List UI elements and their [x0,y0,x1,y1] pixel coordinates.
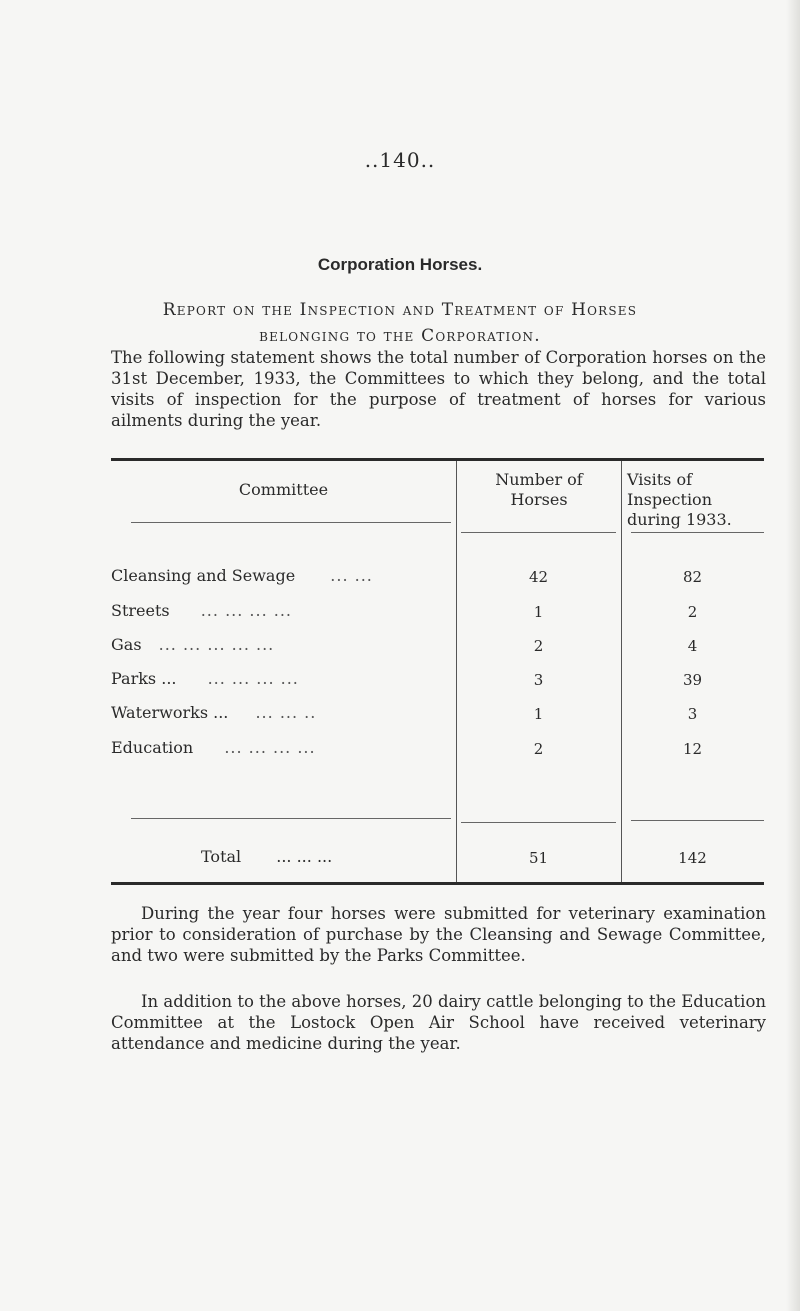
header-rule-2 [461,532,616,533]
row-leader-dots: ... ... ... ... [200,601,293,620]
total-rule-3 [631,820,764,821]
total-horses: 51 [528,849,549,867]
report-subtitle-line-2: belonging to the Corporation. [259,326,541,346]
header-rule-1 [131,522,451,523]
row-committee-name: Education [111,738,194,757]
report-subtitle [80,297,720,349]
row-visits: 2 [687,603,698,621]
row-leader-dots: ... ... .. [255,703,317,722]
row-committee-name: Parks ... [111,669,177,688]
row-committee-name: Streets [111,601,170,620]
row-horses: 1 [533,705,544,723]
intro-paragraph: The following statement shows the total number of Corporation horses on the 31st December, 1933, the Committees to which they belong, and the total visits of inspection for the purpose of treatment of horses for various ailments during the year. [111,348,766,430]
table-top-rule [111,458,764,461]
row-committee [111,566,456,585]
header-visits: Visits of Inspection during 1933. [627,470,732,529]
row-horses: 42 [528,568,549,586]
total-leader-dots: ... ... ... [276,847,333,866]
row-committee [111,703,456,722]
total-visits: 142 [678,849,707,867]
row-leader-dots: ... ... ... ... [224,738,316,757]
total-label: Total [201,847,242,866]
report-subtitle-line-1: Report on the Inspection and Treatment of Horses [162,300,638,320]
total-row-label [111,847,456,866]
row-committee-name: Gas [111,635,142,654]
header-horses: Number of Horses [495,470,583,509]
page-edge-shadow [786,0,800,1311]
header-committee: Committee [238,480,329,499]
row-leader-dots: ... ... [330,566,373,585]
row-visits: 82 [682,568,703,586]
total-rule-2 [461,822,616,823]
purchase-paragraph: During the year four horses were submitted for veterinary examination prior to consideration of purchase by the Cleansing and Sewage Committee, and two were submitted by the Parks Committee. [111,904,766,965]
row-leader-dots: ... ... ... ... [207,669,299,688]
row-horses: 2 [533,637,544,655]
header-rule-3 [631,532,764,533]
row-horses: 2 [533,740,544,758]
row-committee [111,738,456,757]
row-committee [111,669,456,688]
row-committee [111,635,456,654]
row-committee [111,601,456,620]
row-visits: 39 [682,671,703,689]
page-number: ..140.. [364,148,436,172]
page-title: Corporation Horses. [317,255,483,274]
cattle-paragraph: In addition to the above horses, 20 dairy cattle belonging to the Education Committee at the Lostock Open Air School have received veterinary attendance and medicine during the year. [111,992,767,1053]
row-horses: 1 [533,603,544,621]
table-bottom-rule [111,882,764,885]
row-visits: 4 [687,637,698,655]
row-committee-name: Cleansing and Sewage [111,566,296,585]
row-committee-name: Waterworks ... [111,703,229,722]
total-rule-1 [131,818,451,819]
horses-table [111,458,764,886]
row-visits: 3 [687,705,698,723]
row-leader-dots: ... ... ... ... ... [158,635,275,654]
row-horses: 3 [533,671,544,689]
row-visits: 12 [682,740,703,758]
